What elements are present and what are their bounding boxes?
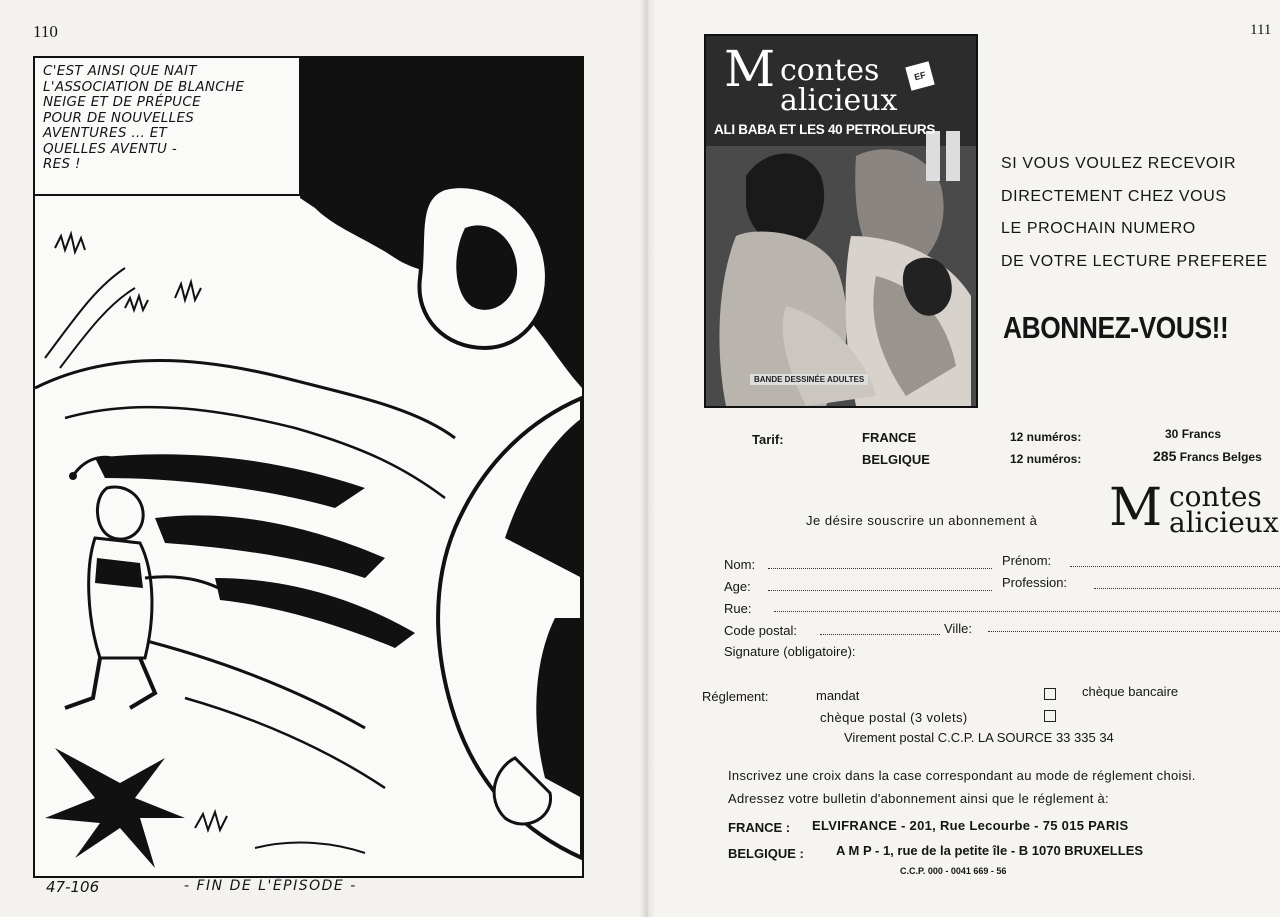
subscribe-text: Je désire souscrire un abonnement à xyxy=(806,513,1038,528)
magazine-cover xyxy=(704,34,978,408)
field-prenom[interactable] xyxy=(1070,566,1280,567)
artist-code: 47-106 xyxy=(46,878,100,896)
address-country: FRANCE : xyxy=(728,820,791,835)
logo-line2: alicieux xyxy=(1169,506,1279,539)
cover-title-initial: M xyxy=(724,40,776,98)
reglement-label: Réglement: xyxy=(702,689,769,704)
tarif-price-amount: 30 xyxy=(1165,427,1179,441)
book-gutter xyxy=(640,0,656,917)
end-of-episode: - FIN DE L'ÉPISODE - xyxy=(184,878,357,894)
tarif-issues: 12 numéros: xyxy=(1010,452,1082,466)
option-cheque-bancaire: chèque bancaire xyxy=(1082,684,1179,699)
field-age[interactable] xyxy=(768,590,992,591)
option-mandat: mandat xyxy=(816,688,860,703)
subscription-pitch xyxy=(1001,148,1268,278)
ccp-number: C.C.P. 000 - 0041 669 - 56 xyxy=(900,866,1007,876)
page-number-right: 111 xyxy=(1250,22,1272,38)
instruction-line: Inscrivez une croix dans la case correspondant au mode de réglement choisi. xyxy=(728,768,1196,783)
tarif-label: Tarif: xyxy=(752,432,784,447)
pitch-line: LE PROCHAIN NUMERO xyxy=(1001,220,1196,237)
field-profession[interactable] xyxy=(1094,588,1280,589)
address-line: ELVIFRANCE - 201, Rue Lecourbe - 75 015 PARIS xyxy=(812,818,1129,833)
option-cheque-postal: chèque postal (3 volets) xyxy=(820,710,968,725)
tarif-country: FRANCE xyxy=(862,430,917,445)
cover-title-line1: contes xyxy=(780,53,880,88)
tarif-country: BELGIQUE xyxy=(862,452,930,467)
tarif-price xyxy=(1165,427,1221,441)
logo-line1: contes xyxy=(1169,480,1262,513)
field-label-profession: Profession: xyxy=(1002,575,1068,590)
address-country: BELGIQUE : xyxy=(728,846,804,861)
field-ville[interactable] xyxy=(988,631,1280,632)
field-nom[interactable] xyxy=(768,568,992,569)
logo-initial: M xyxy=(1109,478,1163,538)
checkbox-cheque-postal[interactable] xyxy=(1044,710,1056,722)
cover-footer: BANDE DESSINÉE ADULTES xyxy=(750,374,868,385)
cover-badge: EF xyxy=(905,61,934,90)
pitch-line: DIRECTEMENT CHEZ VOUS xyxy=(1001,187,1227,205)
cover-title-line2: alicieux xyxy=(780,83,898,118)
comic-panel xyxy=(33,56,584,878)
tarif-issues: 12 numéros: xyxy=(1010,430,1082,444)
field-code-postal[interactable] xyxy=(820,634,940,635)
magazine-logo xyxy=(1109,480,1280,540)
tarif-price xyxy=(1153,448,1262,464)
tarif-price-amount: 285 xyxy=(1153,448,1177,464)
cover-subtitle: ALI BABA ET LES 40 PETROLEURS xyxy=(714,122,936,137)
field-label-ville: Ville: xyxy=(944,621,972,636)
pitch-line: DE VOTRE LECTURE PREFEREE xyxy=(1001,252,1268,270)
tarif-price-unit: Francs xyxy=(1181,427,1222,441)
checkbox-mandat[interactable] xyxy=(1044,688,1056,700)
right-page xyxy=(656,0,1280,917)
field-label-age: Age: xyxy=(724,579,751,594)
page-number-left: 110 xyxy=(33,22,58,41)
field-label-signature: Signature (obligatoire): xyxy=(724,644,856,659)
field-label-prenom: Prénom: xyxy=(1002,553,1052,568)
caption-box: C'EST AINSI QUE NAIT L'ASSOCIATION DE BLANCHE NEIGE ET DE PRÉPUCE POUR DE NOUVELLES AVENTURES ... ET QUELLES AVENTU - RES ! xyxy=(35,58,301,196)
field-rue[interactable] xyxy=(774,611,1280,612)
virement-postal: Virement postal C.C.P. LA SOURCE 33 335 34 xyxy=(844,730,1114,745)
pitch-line: SI VOUS VOULEZ RECEVOIR xyxy=(1001,155,1237,172)
field-label-code-postal: Code postal: xyxy=(724,623,797,638)
address-line: A M P - 1, rue de la petite île - B 1070 BRUXELLES xyxy=(836,843,1144,858)
field-label-nom: Nom: xyxy=(724,557,756,572)
field-label-rue: Rue: xyxy=(724,601,752,616)
instruction-line: Adressez votre bulletin d'abonnement ainsi que le réglement à: xyxy=(728,791,1109,806)
headline: ABONNEZ-VOUS!! xyxy=(1003,310,1229,345)
tarif-price-unit: Francs Belges xyxy=(1179,450,1262,464)
